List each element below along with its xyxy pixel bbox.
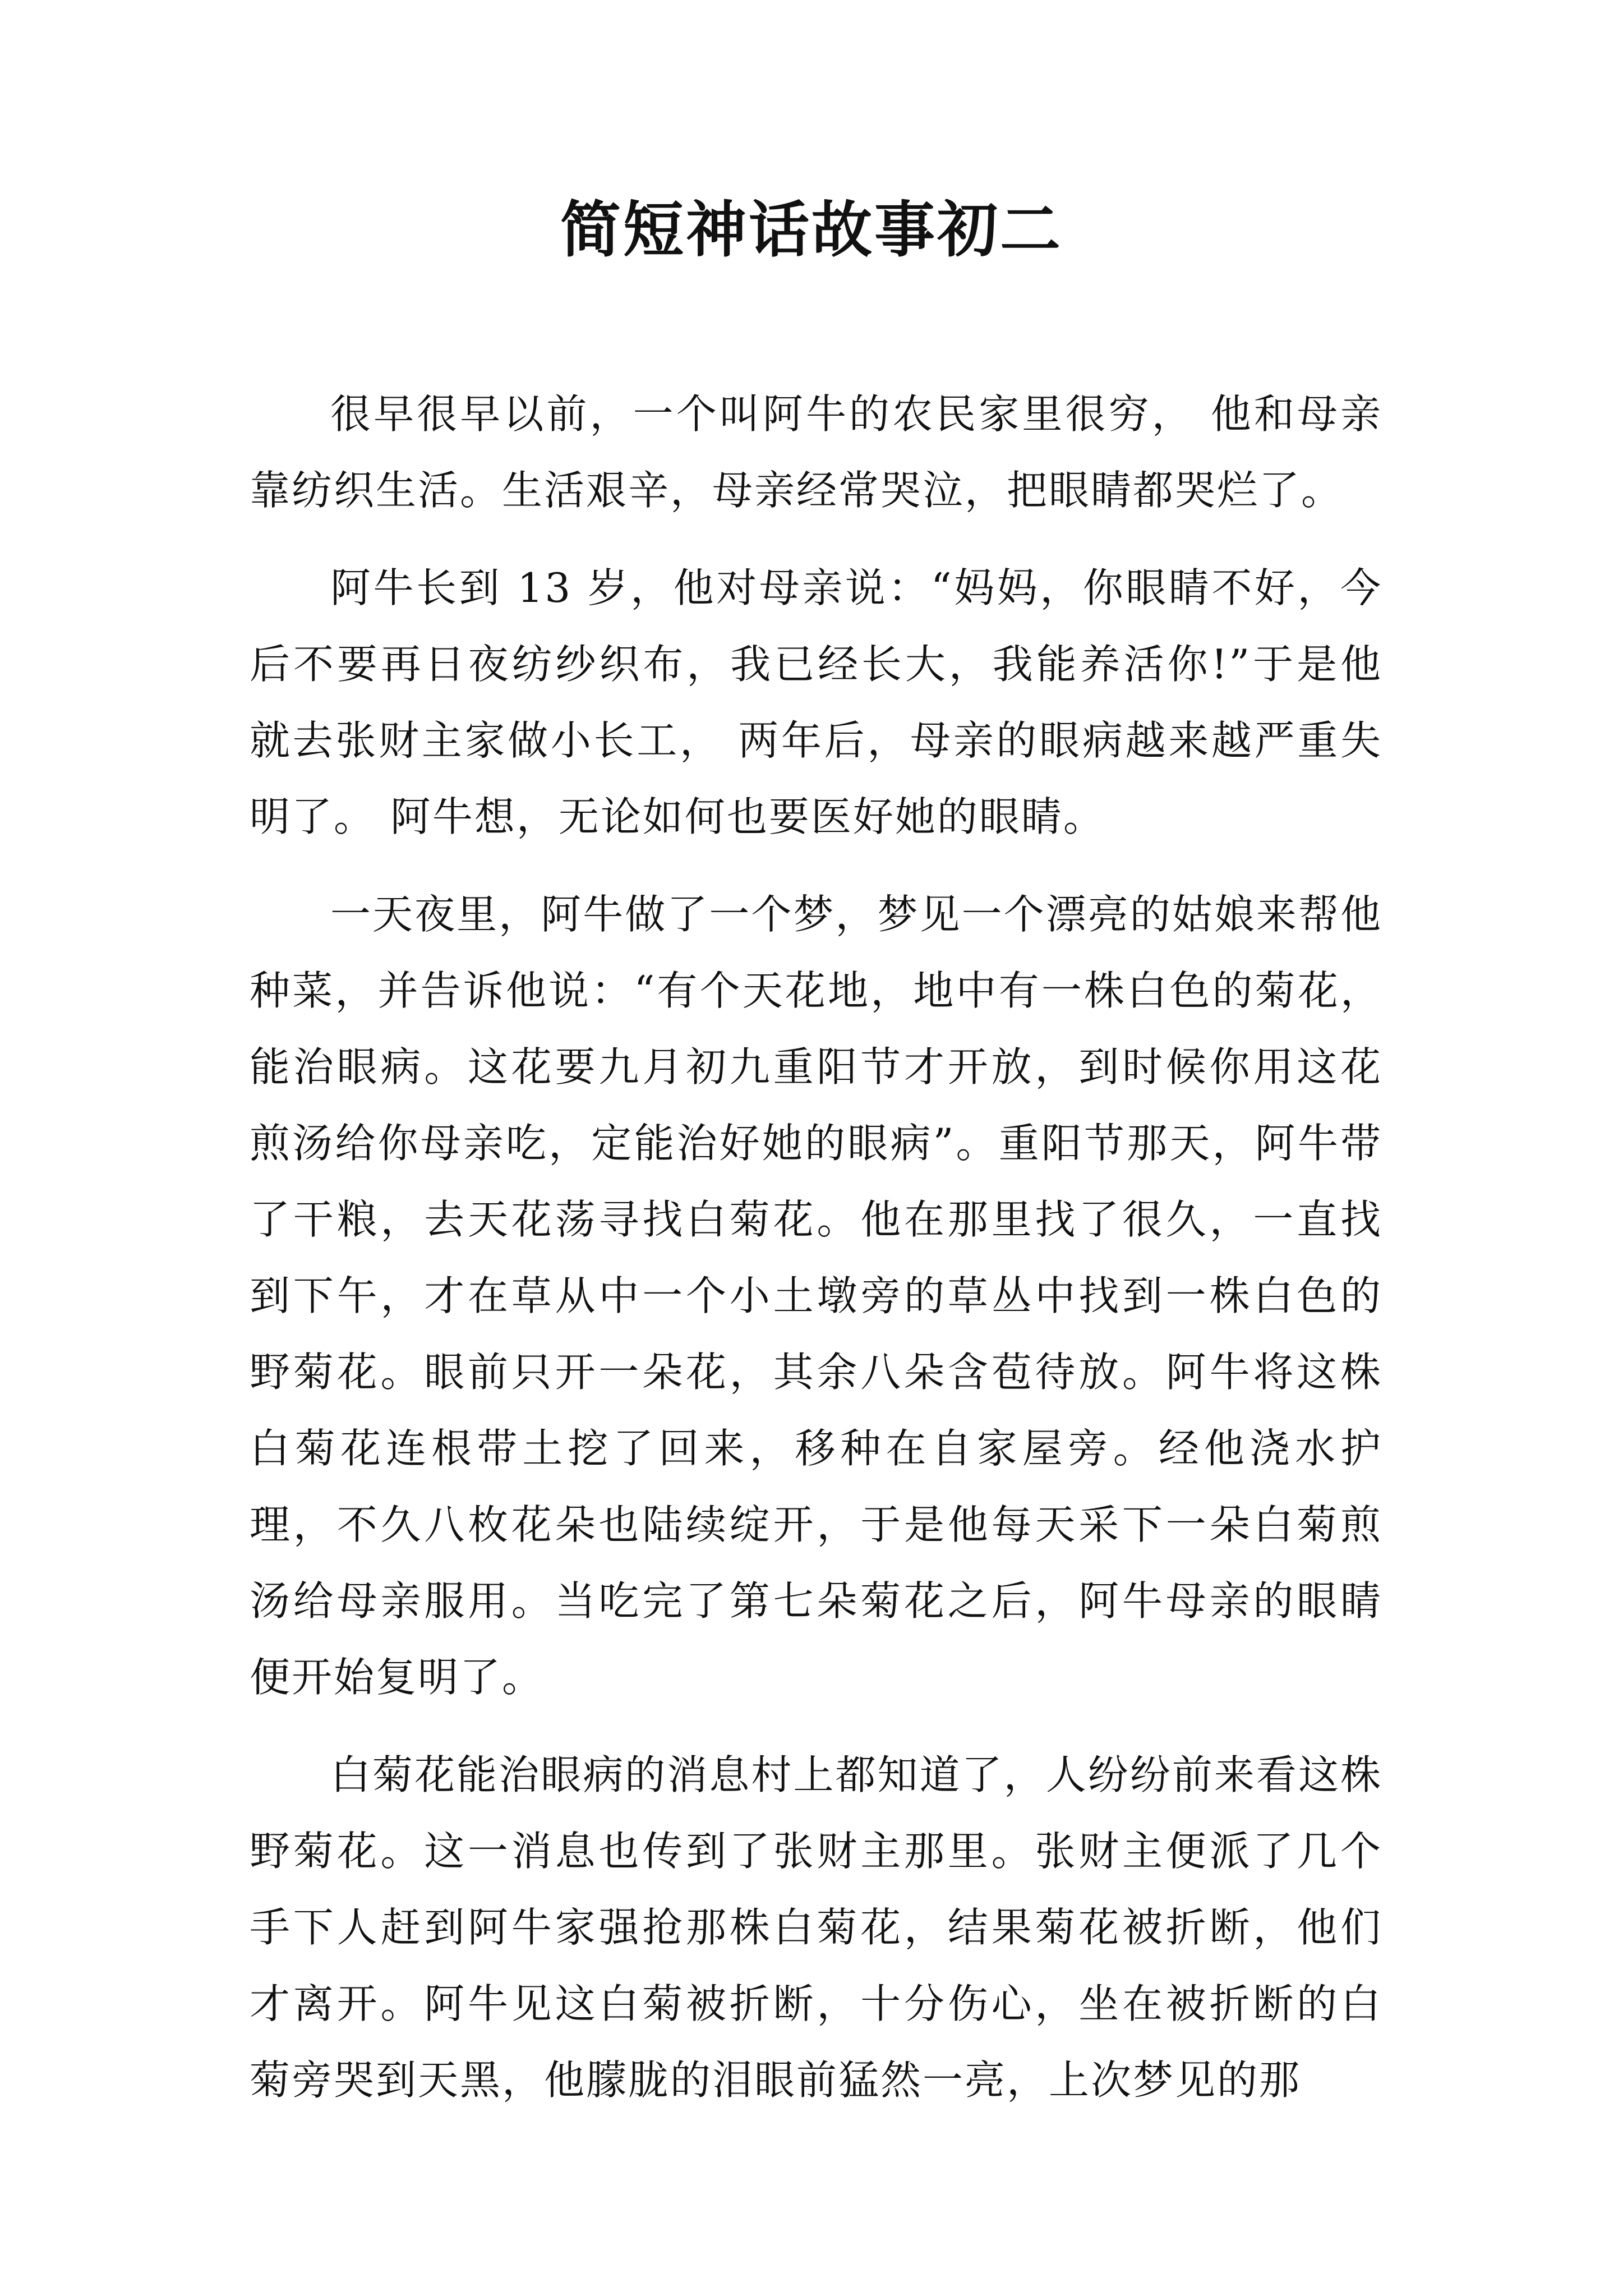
document-body: [250, 376, 1382, 2139]
paragraph-4: 白菊花能治眼病的消息村上都知道了，人纷纷前来看这株野菊花。这一消息也传到了张财主那里。张财主便派了几个手下人赶到阿牛家强抢那株白菊花，结果菊花被折断，他们才离开。阿牛见这白菊被折断，十分伤心，坐在被折断的白菊旁哭到天黑，他朦胧的泪眼前猛然一亮，上次梦见的那: [250, 1751, 1382, 2104]
document-title: 简短神话故事初二: [560, 195, 1063, 265]
paragraph-1: 很早很早以前，一个叫阿牛的农民家里很穷， 他和母亲靠纺织生活。生活艰辛，母亲经常哭泣，把眼睛都哭烂了。: [250, 390, 1382, 514]
paragraph-3: 一天夜里，阿牛做了一个梦，梦见一个漂亮的姑娘来帮他种菜，并告诉他说：“有个天花地，地中有一株白色的菊花，能治眼病。这花要九月初九重阳节才开放，到时候你用这花煎汤给你母亲吃，定能治好她的眼病”。重阳节那天，阿牛带了干粮，去天花荡寻找白菊花。他在那里找了很久，一直找到下午，才在草从中一个小土墩旁的草丛中找到一株白色的野菊花。眼前只开一朵花，其余八朵含苞待放。阿牛将这株白菊花连根带土挖了回来，移种在自家屋旁。经他浇水护理，不久八枚花朵也陆续绽开，于是他每天采下一朵白菊煎汤给母亲服用。当吃完了第七朵菊花之后，阿牛母亲的眼睛便开始复明了。: [250, 891, 1382, 1701]
paragraph-2: 阿牛长到 13 岁，他对母亲说：“妈妈，你眼睛不好，今后不要再日夜纺纱织布，我已经长大，我能养活你!”于是他就去张财主家做小长工， 两年后，母亲的眼病越来越严重失明了。 阿牛想，无论如何也要医好她的眼睛。: [250, 564, 1382, 840]
